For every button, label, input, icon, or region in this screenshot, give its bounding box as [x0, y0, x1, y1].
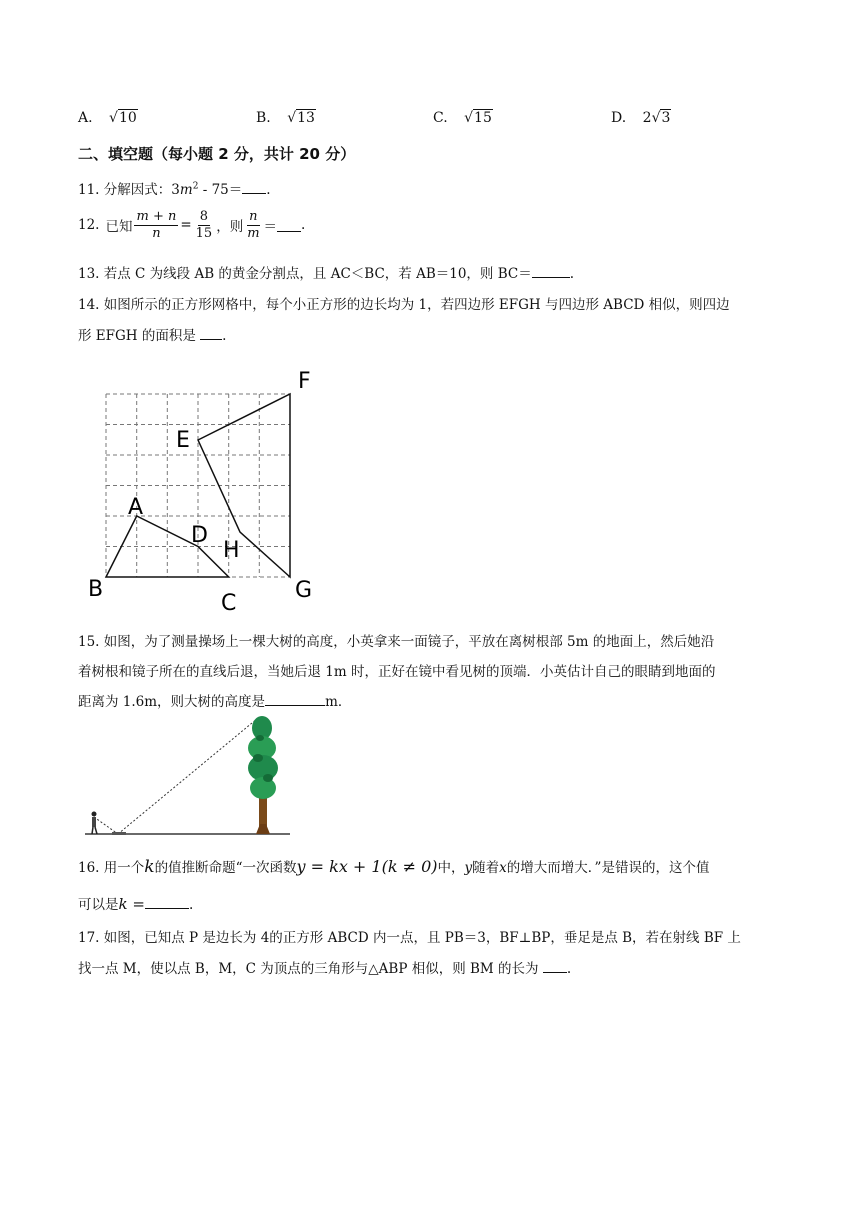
- q14-end: .: [222, 328, 227, 344]
- answer-blank[interactable]: [532, 265, 570, 278]
- q13-end: .: [569, 266, 575, 282]
- fraction-m-plus-n-over-n: [134, 209, 178, 242]
- option-b-label: B.: [256, 110, 271, 126]
- question-16-line2: [78, 893, 193, 913]
- q16-formula: y = kx + 1(k ≠ 0): [296, 857, 438, 876]
- q11-var: m: [179, 182, 193, 198]
- option-b-radicand: 13: [297, 110, 315, 126]
- q15-unit: m．: [325, 694, 352, 710]
- question-16-line1: [78, 856, 709, 877]
- option-a-radicand: 10: [118, 110, 137, 126]
- q12-frac2-num: 8: [199, 208, 209, 224]
- option-a: [78, 110, 138, 126]
- q16-var-k: k: [144, 857, 155, 877]
- q16-line2-k: k =: [118, 895, 145, 913]
- question-15-line2: 着树根和镜子所在的直线后退，当她后退 1m 时，正好在镜中看见树的顶端．小英估计自己的眼睛到地面的: [78, 664, 716, 680]
- label-g: G: [295, 578, 313, 603]
- option-b: [256, 110, 316, 126]
- q16-line2-text: 可以是: [78, 897, 119, 913]
- option-d-radicand: 3: [661, 110, 671, 126]
- q17-text: 找一点 M，使以点 B，M，C 为顶点的三角形与△ABP 相似，则 BM 的长为: [78, 961, 543, 977]
- q11-exponent: 2: [192, 181, 199, 192]
- question-13: [78, 262, 574, 282]
- q13-text: 13. 若点 C 为线段 AB 的黄金分割点，且 AC＜BC，若 AB＝10，则 BC＝: [78, 266, 532, 282]
- q12-end: .: [301, 217, 306, 233]
- sight-line-to-mirror: [94, 817, 118, 834]
- option-b-value: √13: [287, 110, 315, 126]
- q16-var-y: y: [464, 860, 473, 876]
- section-heading: 二、填空题（每小题 2 分，共计 20 分）: [78, 145, 356, 163]
- mirror: [112, 832, 126, 835]
- q16-text-post: 的增大而增大．”是错误的，这个值: [506, 860, 710, 876]
- q16-text-mid: 的值推断命题“一次函数: [154, 860, 297, 876]
- q12-equals: =: [180, 217, 192, 233]
- option-d: [611, 110, 671, 126]
- q16-text-mid3: 随着: [472, 860, 500, 876]
- label-d: D: [191, 523, 208, 548]
- q12-frac3-num: n: [249, 208, 258, 224]
- q15-text: 距离为 1.6m，则大树的高度是: [78, 694, 266, 710]
- question-15-line1: 15. 如图，为了测量操场上一棵大树的高度，小英拿来一面镜子，平放在离树根部 5m 的地面上，然后她沿: [78, 634, 715, 650]
- tree-figure: [248, 716, 278, 834]
- tree-mirror-figure-15: [80, 714, 300, 844]
- q17-end: .: [566, 961, 572, 977]
- q12-frac3-den: m: [247, 225, 260, 241]
- grid-lines: [106, 394, 290, 577]
- q16-text-mid2: 中，: [437, 860, 465, 876]
- option-a-label: A.: [78, 110, 93, 126]
- q11-number: 11.: [78, 182, 100, 198]
- question-14-line1: 14. 如图所示的正方形网格中，每个小正方形的边长均为 1，若四边形 EFGH 与四边形 ABCD 相似，则四边: [78, 297, 730, 313]
- option-a-value: √10: [109, 110, 137, 126]
- question-15-line3: [78, 690, 351, 710]
- q16-text: 用一个: [103, 860, 145, 876]
- label-c: C: [221, 591, 237, 616]
- q12-frac1-den: n: [152, 225, 161, 241]
- q16-number: 16.: [78, 860, 100, 876]
- answer-blank[interactable]: [265, 693, 325, 706]
- q12-text-mid: ，则: [216, 219, 244, 235]
- q12-text-post: ＝: [263, 219, 278, 235]
- question-12: [78, 205, 305, 245]
- q12-frac2-den: 15: [195, 225, 213, 241]
- q16-end: .: [188, 897, 194, 913]
- label-h: H: [223, 538, 240, 563]
- label-a: A: [128, 495, 144, 520]
- answer-blank[interactable]: [242, 181, 266, 194]
- question-14-line2: [78, 324, 226, 344]
- option-d-label: D.: [611, 110, 627, 126]
- q11-text: 分解因式：3: [103, 182, 180, 198]
- question-17-line2: [78, 957, 571, 977]
- q11-text-post: - 75＝: [198, 182, 243, 198]
- quadrilateral-abcd: [106, 516, 229, 577]
- option-c-label: C.: [433, 110, 448, 126]
- grid-figure-14: [80, 360, 330, 620]
- fraction-n-over-m: [245, 209, 261, 242]
- question-17-line1: 17. 如图，已知点 P 是边长为 4的正方形 ABCD 内一点，且 PB＝3，BF⊥BP，垂足是点 B，若在射线 BF 上: [78, 930, 741, 946]
- label-e: E: [176, 428, 190, 453]
- option-d-value: √3: [651, 110, 671, 126]
- fraction-8-over-15: [194, 209, 215, 242]
- option-d-coef: 2: [642, 110, 652, 126]
- answer-blank[interactable]: [200, 327, 222, 340]
- person-figure: [92, 812, 98, 835]
- label-b: B: [88, 577, 104, 602]
- q12-frac1-num: m + n: [136, 208, 177, 224]
- option-c: [433, 110, 493, 126]
- option-c-radicand: 15: [474, 110, 492, 126]
- label-f: F: [298, 369, 311, 394]
- q12-number: 12.: [78, 217, 100, 233]
- q12-text: 已知: [105, 219, 133, 235]
- option-c-value: √15: [464, 110, 492, 126]
- q11-end: .: [266, 182, 271, 198]
- answer-blank[interactable]: [543, 960, 567, 973]
- question-11: [78, 178, 271, 198]
- q14-text: 形 EFGH 的面积是: [78, 328, 201, 344]
- q16-var-x: x: [499, 860, 507, 876]
- answer-blank[interactable]: [277, 219, 301, 232]
- answer-blank[interactable]: [145, 896, 189, 909]
- sight-line-to-treetop: [118, 718, 258, 834]
